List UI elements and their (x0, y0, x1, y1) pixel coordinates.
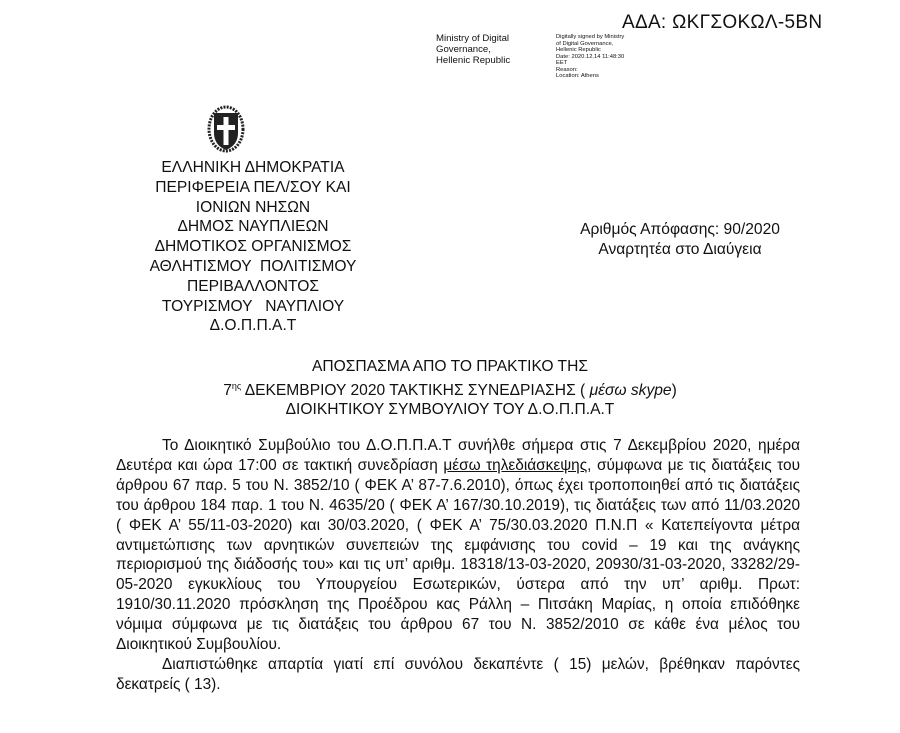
decision-posting: Αναρτητέα στο Διαύγεια (598, 240, 762, 258)
issuer-line: ΠΕΡΙΒΑΛΛΟΝΤΟΣ (186, 277, 320, 295)
greek-coat-of-arms-icon (205, 103, 247, 155)
extract-line-2 (150, 377, 750, 401)
issuer-line: ΕΛΛΗΝΙΚΗ ΔΗΜΟΚΡΑΤΙΑ (161, 159, 345, 176)
issuer-line: Δ.Ο.Π.Π.Α.Τ (209, 317, 297, 335)
signature-detail-line: Location: Athens (556, 73, 599, 79)
issuer-line: ΔΗΜΟΤΙΚΟΣ ΟΡΓΑΝΙΣΜΟΣ (154, 238, 352, 256)
signature-detail-line: Hellenic Republic (556, 47, 601, 53)
minutes-body (116, 436, 800, 695)
signature-detail-line: EET (556, 60, 568, 66)
convening-text-start: Το Διοικητικό Συμβούλιο του Δ.Ο.Π.Π.Α.Τ συνήλθε σήμερα στις 7 Δεκεμβρίου 2020, ημέρα Δευτέρα και ώρα 17:00 σε τακτική συνεδρίαση (116, 437, 800, 474)
issuer-line: ΔΗΜΟΣ ΝΑΥΠΛΙΕΩΝ (177, 218, 329, 236)
decision-number: Αριθμός Απόφασης: 90/2020 (580, 221, 780, 238)
signature-detail-line: Reason: (556, 66, 578, 73)
signature-details (556, 34, 686, 80)
issuer-line: ΤΟΥΡΙΣΜΟΥ ΝΑΥΠΛΙΟΥ (161, 297, 345, 315)
signature-detail-line: of Digital Governance, (556, 40, 614, 47)
meeting-day: 7 (223, 381, 232, 399)
extract-line-3: ΔΙΟΙΚΗΤΙΚΟΥ ΣΥΜΒΟΥΛΙΟΥ ΤΟΥ Δ.Ο.Π.Π.Α.Τ (285, 401, 615, 418)
signature-signer-line: Governance, (436, 44, 491, 55)
teleconference-text: μέσω τηλεδιάσκεψης, (443, 456, 592, 474)
extract-heading (150, 357, 750, 420)
issuer-line: ΙΟΝΙΩΝ ΝΗΣΩΝ (195, 198, 311, 216)
issuer-block (108, 158, 398, 336)
signature-signer-line: Ministry of Digital (436, 33, 510, 44)
extract-line-1: ΑΠΟΣΠΑΣΜΑ ΑΠΟ ΤΟ ΠΡΑΚΤΙΚΟ ΤΗΣ (312, 358, 588, 375)
paragraph-convening (116, 436, 800, 655)
closing-paren: ) (671, 381, 677, 399)
issuer-line: ΠΕΡΙΦΕΡΕΙΑ ΠΕΛ/ΣΟΥ ΚΑΙ (155, 178, 351, 196)
decision-info (530, 220, 830, 259)
meeting-mode: μέσω skype (589, 381, 672, 399)
paragraph-quorum: Διαπιστώθηκε απαρτία γιατί επί συνόλου δεκαπέντε ( 15) μελών, βρέθηκαν παρόντες δεκατρείς ( 13). (116, 655, 800, 693)
ordinal-suffix: ης (231, 380, 242, 391)
ada-code: ΑΔΑ: ΩΚΓΣΟΚΩΛ-5ΒΝ (622, 12, 823, 33)
signature-detail-line: Date: 2020.12.14 11:48:30 (556, 53, 625, 60)
signature-detail-line: Digitally signed by Ministry (556, 34, 625, 40)
issuer-line: ΑΘΛΗΤΙΣΜΟΥ ΠΟΛΙΤΙΣΜΟΥ (149, 257, 357, 275)
signature-signer-line: Hellenic Republic (436, 55, 511, 66)
convening-text-rest: σύμφωνα με τις διατάξεις του άρθρου 67 παρ. 5 του Ν. 3852/10 ( ΦΕΚ Α’ 87-7.6.2010), όπως έχει τροποποιηθεί από τις διατάξεις του άρθρου 184 παρ. 1 του Ν. 4635/20 ( ΦΕΚ Α’ 167/30.10.2019), τις διατάξεις των από 11/03.2020 ( ΦΕΚ Α’ 55/11-03-2020) και 30/03.2020, ( ΦΕΚ Α’ 75/30.03.2020 Π.Ν.Π « Κατεπείγοντα μέτρα αντιμετώπισης των αρνητικών συνεπειών της εμφάνισης του covid – 19 και της ανάγκης περιορισμού της διάδοσής του» και τις υπ’ αριθμ. 18318/13-03-2020, 20930/31-03-2020, 33282/29-05-2020 εγκυκλίους του Υπουργείου Εσωτερικών, ύστερα από την υπ’ αριθμ. Πρωτ: 1910/30.11.2020 πρόσκληση της Προέδρου κας Ράλλη – Πιτσάκη Μαρίας, η οποία επιδόθηκε νόμιμα σύμφωνα με τις διατάξεις του άρθρου 67 του Ν. 3852/2010 σε κάθε ένα μέλος του Διοικητικού Συμβουλίου. (116, 456, 800, 654)
meeting-title: ΔΕΚΕΜΒΡΙΟΥ 2020 ΤΑΚΤΙΚΗΣ ΣΥΝΕΔΡΙΑΣΗΣ ( (241, 381, 590, 399)
signature-signer (436, 33, 546, 66)
